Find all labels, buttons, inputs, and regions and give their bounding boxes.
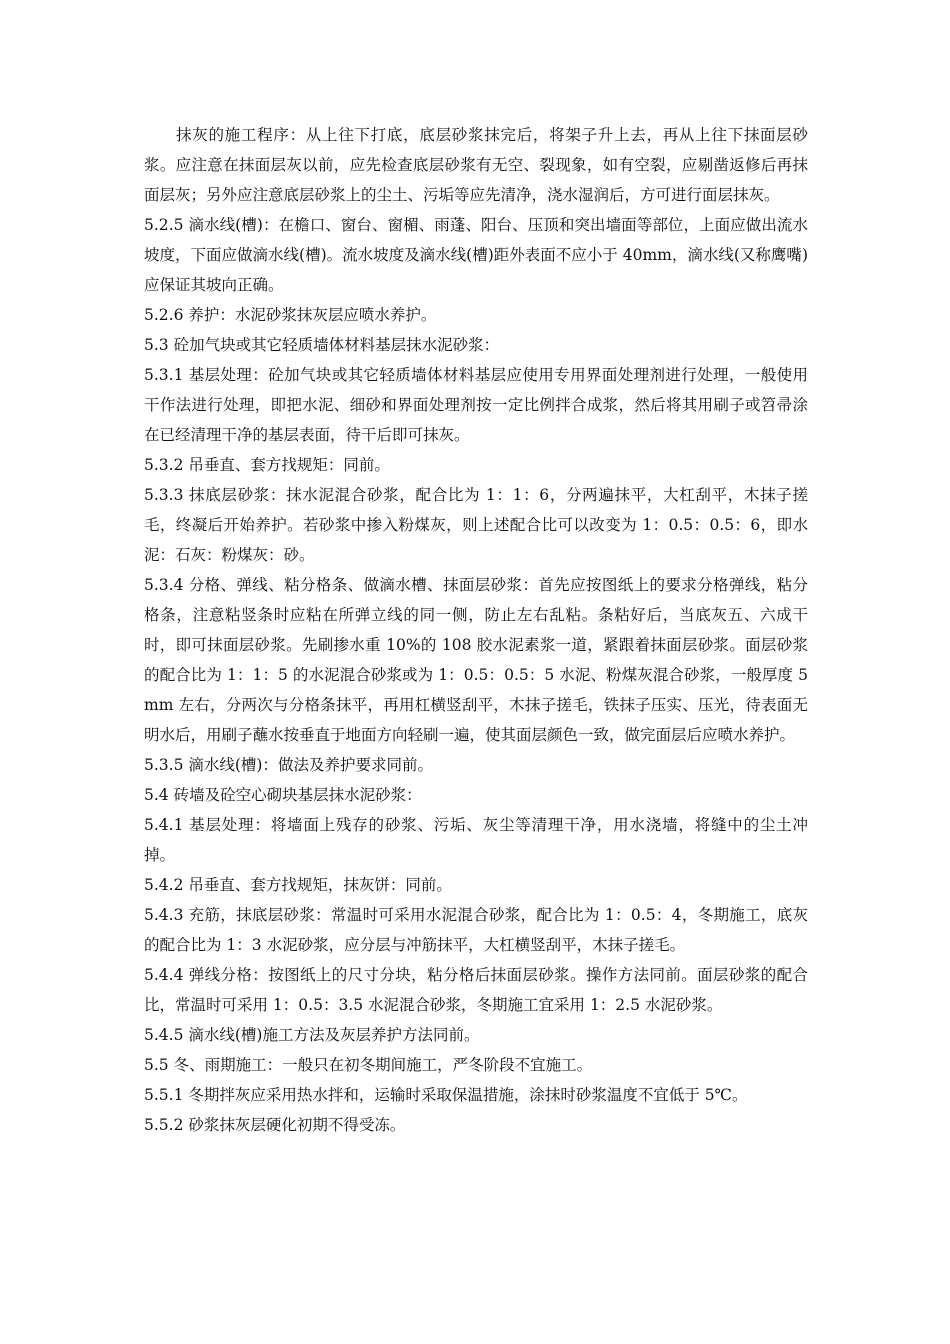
paragraph-5-3-5: 5.3.5 滴水线(槽)：做法及养护要求同前。 xyxy=(144,756,433,774)
paragraph-5-4-4: 5.4.4 弹线分格：按图纸上的尺寸分块，粘分格后抹面层砂浆。操作方法同前。面层砂浆的配合比，常温时可采用 1：0.5：3.5 水泥混合砂浆，冬期施工宜采用 1：2.5 水泥砂浆。 xyxy=(144,966,808,1014)
paragraph-5-3-4: 5.3.4 分格、弹线、粘分格条、做滴水槽、抹面层砂浆：首先应按图纸上的要求分格弹线，粘分格条，注意粘竖条时应粘在所弹立线的同一侧，防止左右乱粘。条粘好后，当底灰五、六成干时，即可抹面层砂浆。先刷掺水重 10%的 108 胶水泥素浆一道，紧跟着抹面层砂浆。面层砂浆的配合比为 1：1：5 的水泥混合砂浆或为 1：0.5：0.5：5 水泥、粉煤灰混合砂浆，一般厚度 5mm 左右，分两次与分格条抹平，再用杠横竖刮平，木抹子搓毛，铁抹子压实、压光，待表面无明水后，用刷子蘸水按垂直于地面方向轻刷一遍，使其面层颜色一致，做完面层后应喷水养护。 xyxy=(144,576,808,744)
paragraph-5-3-3: 5.3.3 抹底层砂浆：抹水泥混合砂浆，配合比为 1：1：6，分两遍抹平，大杠刮平，木抹子搓毛，终凝后开始养护。若砂浆中掺入粉煤灰，则上述配合比可以改变为 1：0.5：0.5：6，即水泥：石灰：粉煤灰：砂。 xyxy=(144,486,808,564)
paragraph-5-2-5: 5.2.5 滴水线(槽)：在檐口、窗台、窗楣、雨蓬、阳台、压顶和突出墙面等部位，上面应做出流水坡度，下面应做滴水线(槽)。流水坡度及滴水线(槽)距外表面不应小于 40mm，滴水线(又称鹰嘴)应保证其坡向正确。 xyxy=(144,216,808,294)
document-body xyxy=(144,120,808,1140)
section-heading-5-4: 5.4 砖墙及砼空心砌块基层抹水泥砂浆： xyxy=(144,786,422,804)
paragraph-5-5-1: 5.5.1 冬期拌灰应采用热水拌和，运输时采取保温措施，涂抹时砂浆温度不宜低于 5℃。 xyxy=(144,1086,748,1104)
paragraph-5-5-2: 5.5.2 砂浆抹灰层硬化初期不得受冻。 xyxy=(144,1116,406,1134)
paragraph-5-4-5: 5.4.5 滴水线(槽)施工方法及灰层养护方法同前。 xyxy=(144,1026,480,1044)
paragraph-5-4-3: 5.4.3 充筋，抹底层砂浆：常温时可采用水泥混合砂浆，配合比为 1：0.5：4，冬期施工，底灰的配合比为 1：3 水泥砂浆，应分层与冲筋抹平，大杠横竖刮平，木抹子搓毛。 xyxy=(144,906,808,954)
paragraph-5-3-2: 5.3.2 吊垂直、套方找规矩：同前。 xyxy=(144,456,390,474)
paragraph-plastering-sequence: 抹灰的施工程序：从上往下打底，底层砂浆抹完后，将架子升上去，再从上往下抹面层砂浆。应注意在抹面层灰以前，应先检查底层砂浆有无空、裂现象，如有空裂，应剔凿返修后再抹面层灰；另外应注意底层砂浆上的尘土、污垢等应先清净，浇水湿润后，方可进行面层抹灰。 xyxy=(144,126,808,204)
paragraph-5-4-2: 5.4.2 吊垂直、套方找规矩，抹灰饼：同前。 xyxy=(144,876,452,894)
paragraph-5-3-1: 5.3.1 基层处理：砼加气块或其它轻质墙体材料基层应使用专用界面处理剂进行处理，一般使用干作法进行处理，即把水泥、细砂和界面处理剂按一定比例拌合成浆，然后将其用刷子或笤帚涂在已经清理干净的基层表面，待干后即可抹灰。 xyxy=(144,366,808,444)
section-heading-5-3: 5.3 砼加气块或其它轻质墙体材料基层抹水泥砂浆： xyxy=(144,336,500,354)
paragraph-5-4-1: 5.4.1 基层处理：将墙面上残存的砂浆、污垢、灰尘等清理干净，用水浇墙，将缝中的尘土冲掉。 xyxy=(144,816,808,864)
paragraph-5-2-6: 5.2.6 养护：水泥砂浆抹灰层应喷水养护。 xyxy=(144,306,437,324)
section-heading-5-5: 5.5 冬、雨期施工：一般只在初冬期间施工，严冬阶段不宜施工。 xyxy=(144,1056,593,1074)
